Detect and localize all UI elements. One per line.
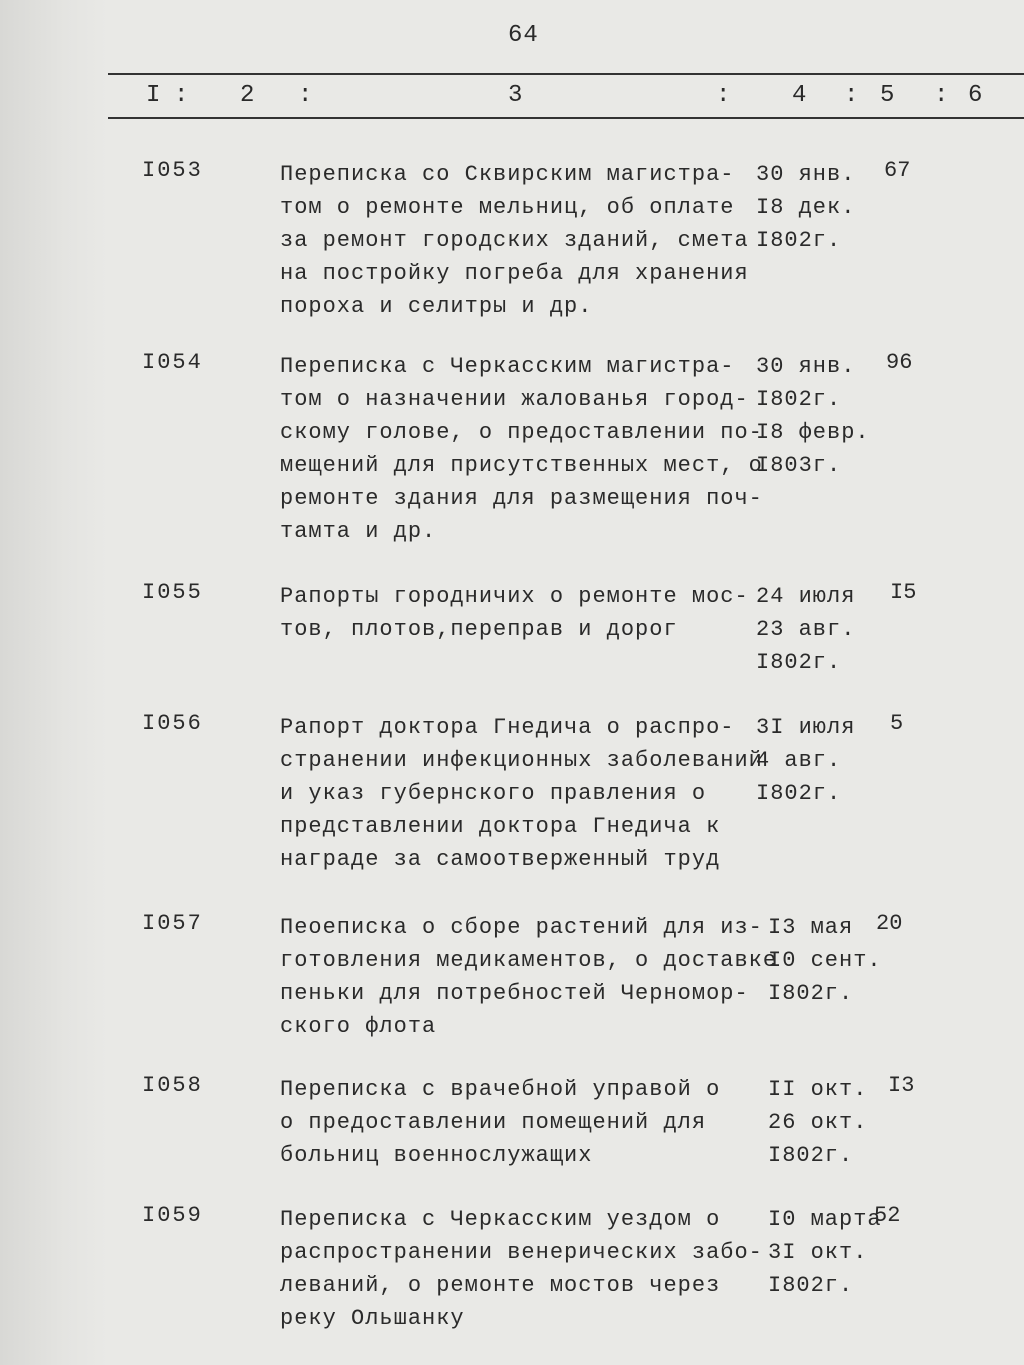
description-line: Переписка с Черкасским уездом о [280, 1207, 721, 1232]
date-line: I803г. [756, 453, 842, 478]
column-header-separator: : [298, 82, 315, 109]
entry-description [280, 911, 778, 1043]
description-line: представлении доктора Гнедича к [280, 814, 721, 839]
entry-dates [756, 580, 886, 679]
entry-dates [756, 711, 886, 810]
date-line: 3I июля [756, 715, 856, 740]
date-line: 30 янв. [756, 162, 856, 187]
entry-number: I059 [142, 1203, 203, 1228]
date-line: I802г. [756, 228, 842, 253]
column-header-separator: : [844, 82, 861, 109]
description-line: пороха и селитры и др. [280, 294, 593, 319]
entry-number: I057 [142, 911, 203, 936]
entry-description [280, 580, 760, 646]
column-header-separator: : [174, 82, 191, 109]
date-line: 23 авг. [756, 617, 856, 642]
column-header-1: I [146, 82, 163, 109]
description-line: Переписка с Черкасским магистра- [280, 354, 735, 379]
date-line: I802г. [768, 1273, 854, 1298]
date-line: I0 сент. [768, 948, 882, 973]
entry-sheet-count: I3 [888, 1073, 915, 1098]
entry-description [280, 1073, 760, 1172]
date-line: I802г. [756, 650, 842, 675]
column-header-3: 3 [508, 82, 525, 109]
description-line: ремонте здания для размещения поч- [280, 486, 763, 511]
description-line: Переписка со Сквирским магистра- [280, 162, 735, 187]
entry-number: I054 [142, 350, 203, 375]
document-page [108, 0, 1024, 1365]
book-binding-shadow [0, 0, 108, 1365]
date-line: I8 дек. [756, 195, 856, 220]
description-line: тамта и др. [280, 519, 437, 544]
description-line: странении инфекционных заболеваний [280, 748, 763, 773]
column-header-separator: : [716, 82, 733, 109]
entry-number: I056 [142, 711, 203, 736]
entry-sheet-count: 67 [884, 158, 911, 183]
page-number: 64 [508, 22, 539, 49]
date-line: II окт. [768, 1077, 868, 1102]
entry-description [280, 158, 760, 323]
description-line: готовления медикаментов, о доставке [280, 948, 778, 973]
description-line: на постройку погреба для хранения [280, 261, 749, 286]
entry-dates [768, 1073, 898, 1172]
description-line: том о назначении жалованья город- [280, 387, 749, 412]
description-line: Переписка с врачебной управой о [280, 1077, 721, 1102]
description-line: Рапорты городничих о ремонте мос- [280, 584, 749, 609]
date-line: 26 окт. [768, 1110, 868, 1135]
column-header-4: 4 [792, 82, 809, 109]
date-line: 24 июля [756, 584, 856, 609]
description-line: Пеоеписка о сборе растений для из- [280, 915, 763, 940]
entry-sheet-count: 52 [874, 1203, 901, 1228]
description-line: за ремонт городских зданий, смета [280, 228, 749, 253]
description-line: том о ремонте мельниц, об оплате [280, 195, 735, 220]
entry-number: I053 [142, 158, 203, 183]
column-header-2: 2 [240, 82, 257, 109]
entry-sheet-count: 96 [886, 350, 913, 375]
date-line: I8 февр. [756, 420, 870, 445]
description-line: и указ губернского правления о [280, 781, 707, 806]
description-line: о предоставлении помещений для [280, 1110, 707, 1135]
description-line: распространении венерических забо- [280, 1240, 763, 1265]
description-line: Рапорт доктора Гнедича о распро- [280, 715, 735, 740]
header-top-rule [108, 73, 1024, 75]
date-line: I802г. [768, 981, 854, 1006]
entry-sheet-count: 20 [876, 911, 903, 936]
entry-description [280, 1203, 763, 1335]
date-line: I802г. [756, 781, 842, 806]
date-line: I802г. [756, 387, 842, 412]
entry-number: I058 [142, 1073, 203, 1098]
entry-description [280, 350, 763, 548]
date-line: 30 янв. [756, 354, 856, 379]
entry-sheet-count: I5 [890, 580, 917, 605]
description-line: реку Ольшанку [280, 1306, 465, 1331]
column-header-6: 6 [968, 82, 985, 109]
description-line: леваний, о ремонте мостов через [280, 1273, 721, 1298]
date-line: I0 марта [768, 1207, 882, 1232]
column-header-separator: : [934, 82, 951, 109]
description-line: тов, плотов,переправ и дорог [280, 617, 678, 642]
entry-number: I055 [142, 580, 203, 605]
description-line: больниц военнослужащих [280, 1143, 593, 1168]
entry-dates [756, 350, 886, 482]
header-bottom-rule [108, 117, 1024, 119]
description-line: ского флота [280, 1014, 437, 1039]
date-line: I802г. [768, 1143, 854, 1168]
description-line: пеньки для потребностей Черномор- [280, 981, 749, 1006]
column-header-5: 5 [880, 82, 897, 109]
description-line: мещений для присутственных мест, о [280, 453, 763, 478]
description-line: награде за самоотверженный труд [280, 847, 721, 872]
date-line: I3 мая [768, 915, 854, 940]
entry-dates [756, 158, 886, 257]
entry-description [280, 711, 763, 876]
entry-sheet-count: 5 [890, 711, 904, 736]
description-line: скому голове, о предоставлении по- [280, 420, 763, 445]
date-line: 4 авг. [756, 748, 842, 773]
date-line: 3I окт. [768, 1240, 868, 1265]
